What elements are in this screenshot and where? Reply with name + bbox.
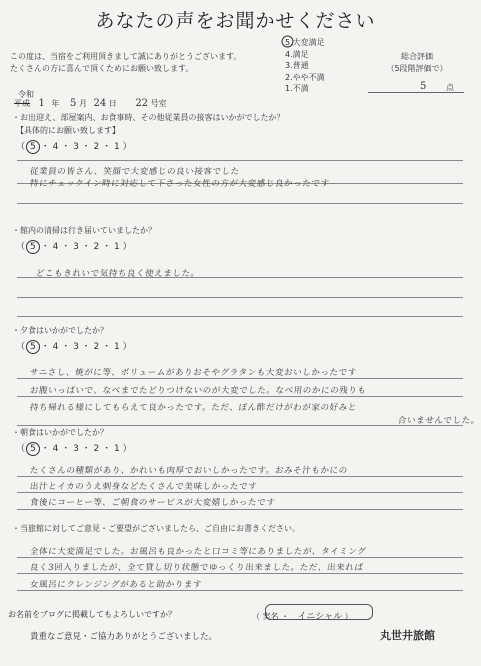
answer-line — [17, 277, 463, 278]
answer-comments-line: 女風呂にクレンジングがあると助かります — [29, 580, 203, 590]
era-printed: 平成 — [14, 99, 30, 108]
options-cleaning: （ 5 ・ 4 ・ 3 ・ 2 ・ 1 ） — [16, 242, 132, 252]
real-name-option: 実名 — [262, 612, 279, 621]
room-unit: 号室 — [150, 99, 167, 108]
option-4: 4 — [52, 242, 59, 252]
answer-comments-line: 全体に大変満足でした。お風呂も良かったと口コミ等にありましたが、タイミング — [29, 547, 367, 557]
rating-value: 5 — [420, 81, 427, 92]
question-service-sub: 【具体的にお願い致します】 — [16, 126, 120, 135]
options-dinner: （ 5 ・ 4 ・ 3 ・ 2 ・ 1 ） — [16, 342, 132, 352]
question-dinner: ・夕食はいかがでしたか？ — [12, 326, 108, 335]
answer-service-line: 特にチェックイン時に対応して下さった女性の方が大変感じ良かったです — [29, 179, 331, 189]
rating-underline — [368, 92, 464, 93]
option-5-selected: 5 — [26, 140, 40, 154]
option-3: 3 — [73, 342, 79, 352]
option-2: 2 — [93, 444, 100, 454]
scale-item-4: 4.満足 — [285, 49, 309, 59]
option-1: 1 — [114, 342, 120, 352]
answer-line — [17, 590, 463, 591]
option-5-selected: 5 — [26, 340, 40, 354]
answer-dinner-line: サニさし、焼がに等、ボリュームがありおそやグラタンも大変おいしかったです — [29, 368, 358, 378]
option-2: 2 — [93, 242, 100, 252]
month-unit: 月 — [78, 99, 87, 108]
name-choice: （ 実名 ・ イニシャル ） — [252, 612, 353, 622]
answer-dinner-line: お腹いっぱいで、なべまでたどりつけないのが大変でした。なべ用のかにの残りも — [29, 386, 367, 396]
option-1: 1 — [114, 142, 120, 152]
ryokan-name: 丸世井旅館 — [380, 629, 435, 642]
room-number: 22 — [135, 98, 149, 109]
option-4: 4 — [52, 444, 59, 454]
answer-line — [17, 203, 463, 204]
answer-line — [17, 425, 463, 426]
visit-month: 5 — [70, 98, 77, 109]
answer-line — [17, 378, 463, 379]
intro-line: この度は、当宿をご利用頂きまして誠にありがとうございます。 — [10, 52, 242, 61]
answer-line — [17, 297, 463, 298]
name-separator: ・ — [281, 612, 290, 621]
rating-label: 総合評価 — [401, 52, 433, 61]
option-5-selected: 5 — [26, 240, 40, 254]
options-service: （ 5 ・ 4 ・ 3 ・ 2 ・ 1 ） — [16, 142, 132, 152]
question-comments: ・当旅館に対してご意見・ご要望がございましたら、ご自由にお書きください。 — [12, 524, 300, 533]
answer-dinner-line: 持ち帰れる様にしてもらえて良かったです。ただ、ぽん酢だけがわが家の好みと — [29, 403, 358, 413]
answer-dinner-line: 合いませんでした。 — [397, 416, 481, 426]
thanks-text: 貴重なご意見・ご協力ありがとうございました。 — [30, 632, 218, 642]
rating-sub: （5段階評価で） — [386, 64, 448, 73]
scale-circle-mark — [281, 35, 294, 48]
option-2: 2 — [93, 142, 100, 152]
initials-option-selected: イニシャル — [297, 612, 343, 622]
era-written: 令和 — [18, 90, 34, 99]
option-3: 3 — [73, 142, 79, 152]
intro-text — [10, 51, 241, 75]
page-title: あなたの声をお聞かせください — [95, 10, 376, 32]
question-service: ・お出迎え、部屋案内、お食事時、その他従業員の接客はいかがでしたか？ — [12, 113, 285, 122]
answer-line — [17, 573, 463, 574]
year-unit: 年 — [51, 99, 60, 108]
option-3: 3 — [73, 444, 79, 454]
option-4: 4 — [52, 142, 59, 152]
answer-line — [17, 316, 463, 317]
answer-cleaning-line: どこもきれいで気持ち良く使えました。 — [35, 269, 201, 279]
answer-comments-line: 良く3回入りましたが、全て貸し切り状態でゆっくり出来ました。ただ、出来れば — [29, 563, 364, 573]
option-1: 1 — [114, 242, 120, 252]
answer-breakfast-line: 出汁とイカのうえ刺身などたくさんで美味しかったです — [29, 482, 258, 492]
answer-service-line: 従業員の皆さん、笑顔で大変感じの良い接客でした — [29, 167, 241, 177]
answer-line — [17, 509, 463, 510]
visit-day: 24 — [93, 98, 107, 109]
option-5-selected: 5 — [26, 442, 40, 456]
scale-item-3: 3.普通 — [285, 61, 309, 70]
answer-line — [17, 492, 463, 493]
option-3: 3 — [73, 242, 79, 252]
scale-item-5: 5.大変満足 — [285, 38, 325, 47]
question-cleaning: ・館内の清掃は行き届いていましたか？ — [12, 226, 156, 235]
visit-year: 1 — [38, 98, 45, 109]
option-1: 1 — [114, 444, 120, 454]
intro-line: たくさんの方に喜んで頂くためにお願い致します。 — [10, 64, 194, 73]
answer-line — [17, 160, 463, 161]
answer-breakfast-line: たくさんの種類があり、かれいも肉厚でおいしかったです。おみそ汁もかにの — [29, 466, 349, 476]
option-4: 4 — [52, 342, 59, 352]
answer-line — [17, 557, 463, 558]
day-unit: 日 — [108, 99, 117, 108]
scale-item-2: 2.やや不満 — [285, 72, 325, 82]
answer-line — [17, 476, 463, 477]
scale-item-1: 1.不満 — [285, 84, 309, 93]
option-2: 2 — [93, 342, 100, 352]
overall-rating — [367, 51, 467, 75]
answer-line — [17, 396, 463, 397]
visit-date — [14, 98, 167, 109]
answer-breakfast-line: 食後にコーヒー等、ご朝食のサービスが大変嬉しかったです — [29, 498, 276, 508]
options-breakfast: （ 5 ・ 4 ・ 3 ・ 2 ・ 1 ） — [16, 444, 132, 454]
blog-permission-question: お名前をブログに掲載してもよろしいですか？ — [8, 610, 176, 619]
rating-unit: 点 — [446, 83, 454, 92]
question-breakfast: ・朝食はいかがでしたか？ — [12, 428, 108, 437]
